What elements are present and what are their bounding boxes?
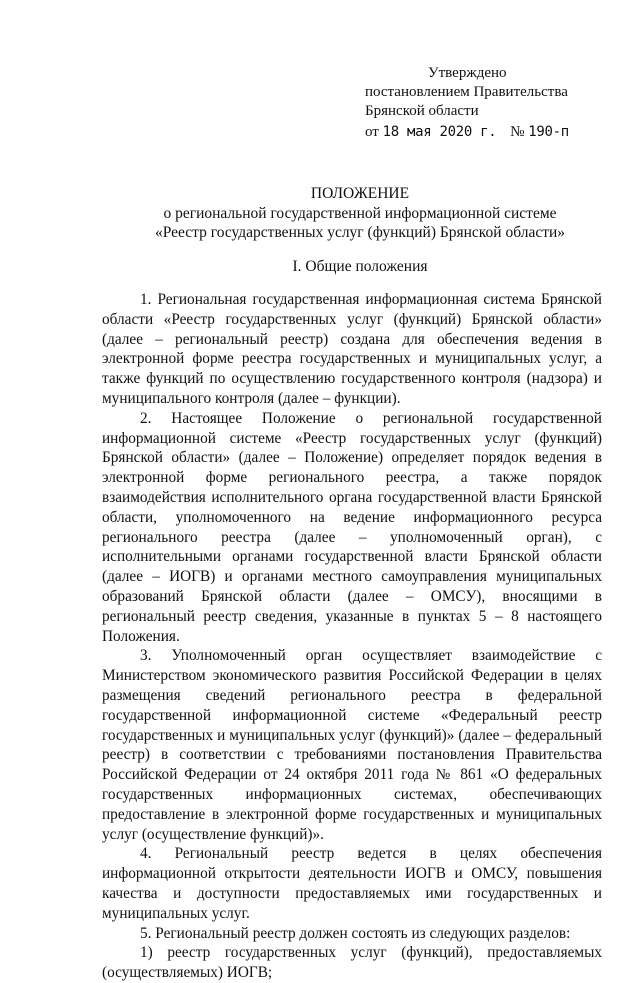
paragraph-5-1: 1) реестр государственных услуг (функций), предоставляемых (осуществляемых) ИОГВ; [102, 944, 602, 982]
document-heading [110, 184, 610, 243]
section-title: I. Общие положения [292, 258, 428, 275]
paragraph-3: 3. Уполномоченный орган осуществляет взаимодействие с Министерством экономического развития Российской Федерации в целях размещения сведений регионального реестра в федеральной государственной информационной системе «Федеральный реестр государственных и муниципальных услуг (функций)» (далее – федеральный реестр) в соответствии с требованиями постановления Правительства Российской Федерации от 24 октября 2011 года № 861 «О федеральных государственных информационных системах, обеспечивающих предоставление в электронной форме государственных и муниципальных услуг (осуществление функций)». [102, 647, 602, 843]
approval-line-2: Брянской области [365, 103, 479, 119]
document-subtitle-line-1: о региональной государственной информационной системе [163, 204, 557, 222]
document-title: ПОЛОЖЕНИЕ [310, 185, 410, 202]
document-subtitle-line-2: «Реестр государственных услуг (функций) Брянской области» [154, 224, 566, 241]
paragraph-5: 5. Региональный реестр должен состоять из следующих разделов: [140, 924, 571, 942]
approval-date: 18 мая 2020 г. [382, 124, 497, 140]
document-body [102, 290, 602, 983]
approval-title: Утверждено [428, 65, 507, 81]
paragraph-4: 4. Региональный реестр ведется в целях обеспечения информационной открытости деятельности ИОГВ и ОМСУ, повышения качества и доступности предоставляемых ими государственных и муниципальных услуг. [102, 845, 602, 922]
approval-number: 190-п [528, 124, 569, 140]
approval-block [365, 64, 625, 142]
approval-date-line [365, 123, 625, 142]
date-prefix: от [365, 124, 379, 140]
paragraph-1: 1. Региональная государственная информационная система Брянской области «Реестр государственных услуг (функций) Брянской области» (далее – региональный реестр) создана для обеспечения ведения в электронной форме реестра государственных и муниципальных услуг, а также функций по осуществлению государственного контроля (надзора) и муниципального контроля (далее – функции). [102, 291, 602, 407]
approval-line-1: постановлением Правительства [365, 84, 568, 100]
paragraph-2: 2. Настоящее Положение о региональной государственной информационной системе «Реестр государственных услуг (функций) Брянской области» (далее – Положение) определяет порядок ведения в электронной форме регионального реестра, а также порядок взаимодействия исполнительного органа государственной власти Брянской области, уполномоченного на ведение информационного ресурса регионального реестра (далее – уполномоченный орган), с исполнительными органами государственной власти Брянской области (далее – ИОГВ) и органами местного самоуправления муниципальных образований Брянской области (далее – ОМСУ), вносящими в региональный реестр сведения, указанные в пунктах 5 – 8 настоящего Положения. [102, 409, 602, 645]
number-prefix: № [510, 124, 525, 140]
